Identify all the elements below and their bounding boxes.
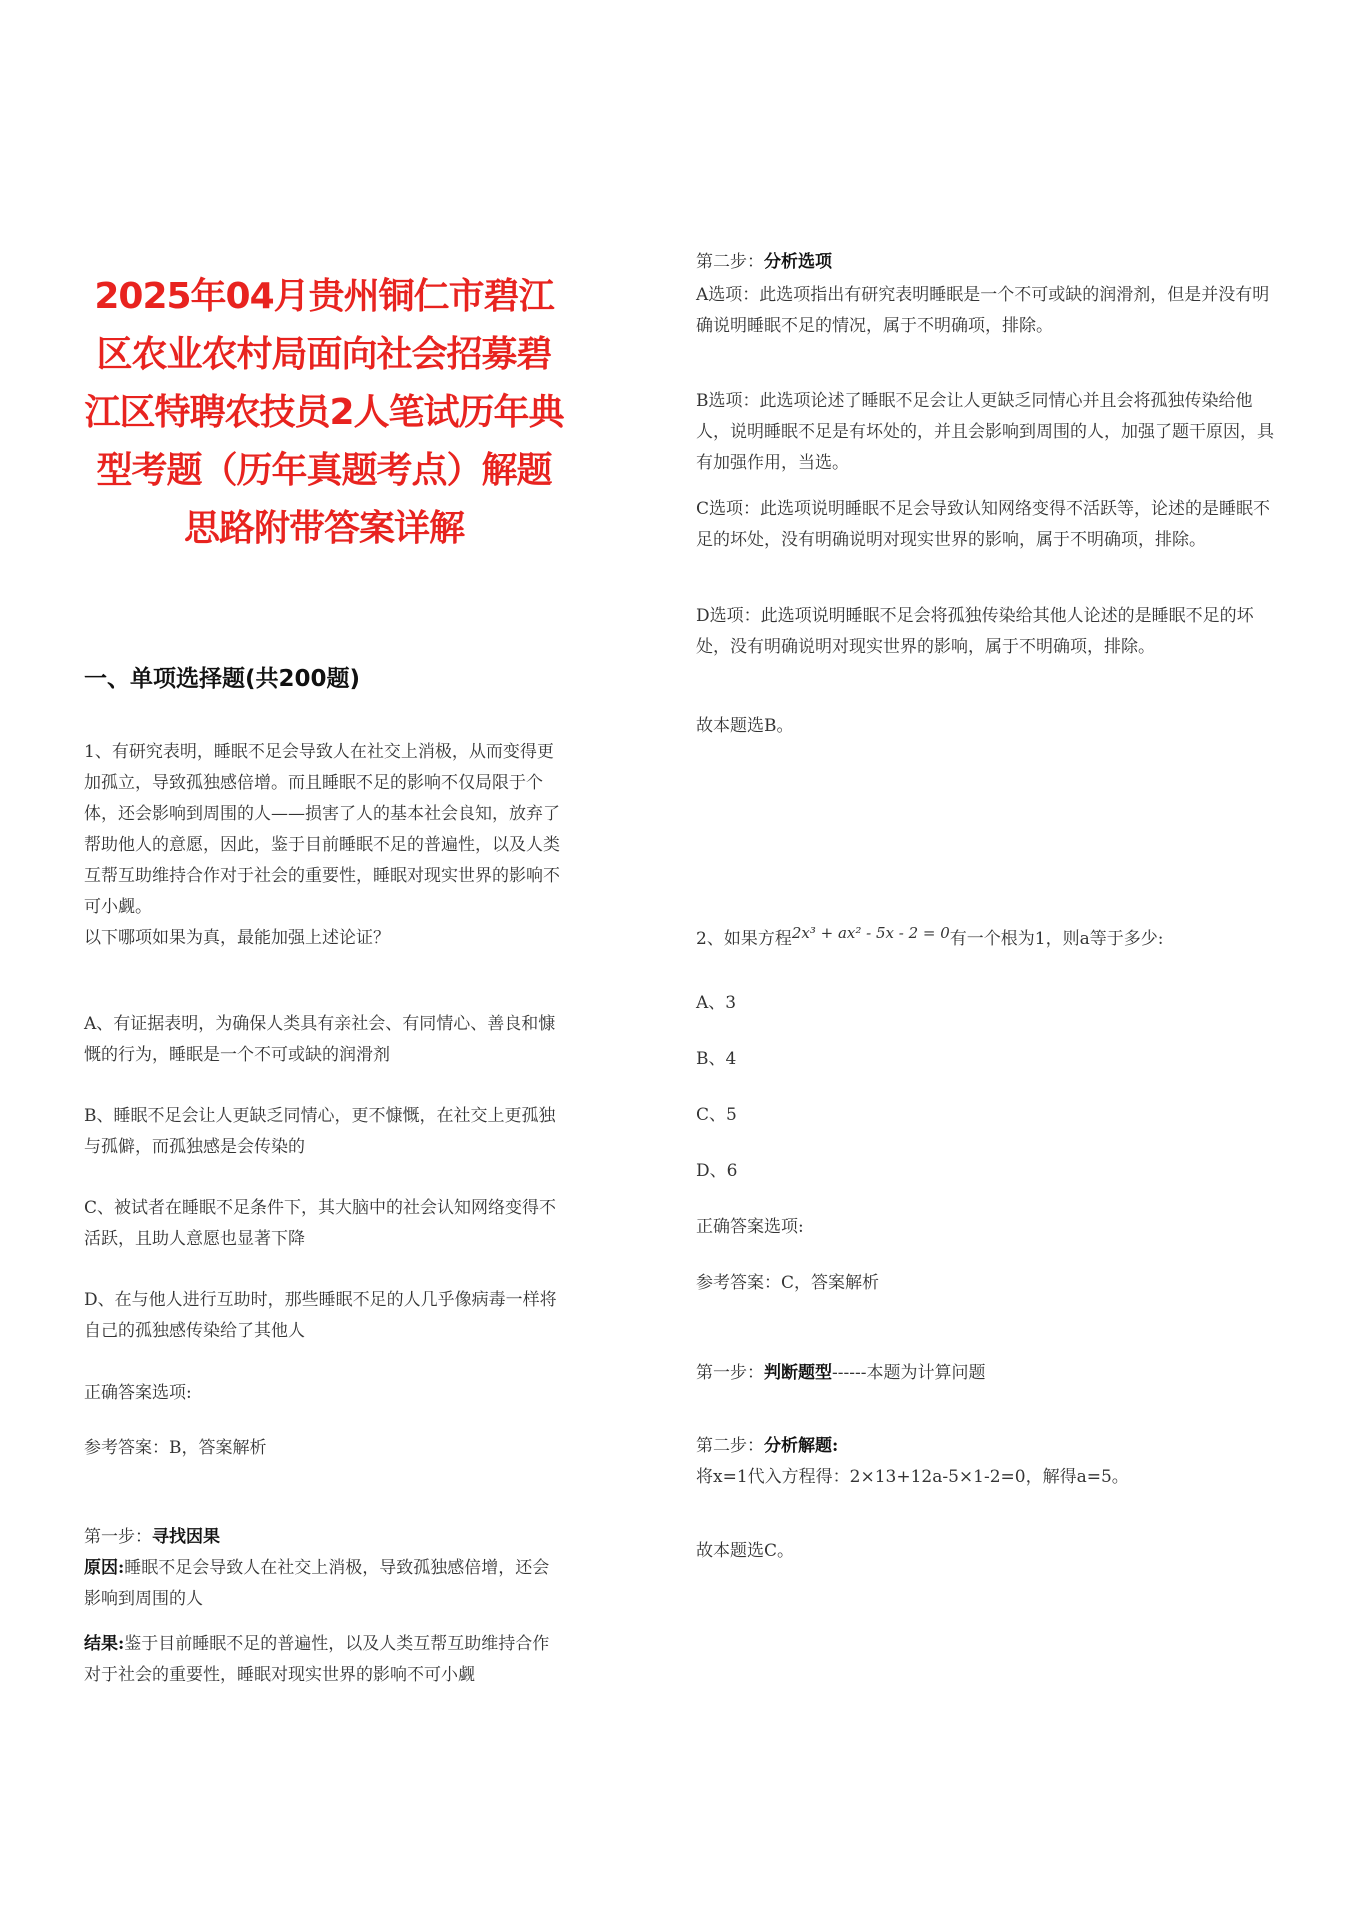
q2-option-d: D、6 bbox=[696, 1161, 738, 1181]
q1-analysis-a: A选项：此选项指出有研究表明睡眠是一个不可或缺的润滑剂，但是并没有明确说明睡眠不足的情况，属于不明确项，排除。 bbox=[696, 285, 1270, 336]
q2-stem-suffix: 有一个根为1，则a等于多少: bbox=[949, 929, 1164, 949]
q2-conclusion: 故本题选C。 bbox=[696, 1541, 795, 1561]
q2-option-c: C、5 bbox=[696, 1105, 737, 1125]
q1-correct-label: 正确答案选项: bbox=[84, 1383, 192, 1403]
q2-step2-label: 第二步： bbox=[696, 1436, 764, 1456]
q2-correct-label: 正确答案选项: bbox=[696, 1217, 804, 1237]
document-title: 2025年04月贵州铜仁市碧江区农业农村局面向社会招募碧江区特聘农技员2人笔试历年典型考题（历年真题考点）解题思路附带答案详解 bbox=[84, 276, 564, 549]
q1-reference: 参考答案：B，答案解析 bbox=[84, 1438, 267, 1458]
q1-cause bbox=[84, 1553, 564, 1615]
q2-step1-text: ------本题为计算问题 bbox=[832, 1363, 986, 1383]
q2-step2 bbox=[696, 1431, 838, 1462]
q2-stem-prefix: 2、如果方程 bbox=[696, 929, 792, 949]
q1-step2-label: 第二步： bbox=[696, 252, 764, 272]
q1-result bbox=[84, 1629, 564, 1691]
q1-step1-label: 第一步： bbox=[84, 1527, 152, 1547]
q1-option-d: D、在与他人进行互助时，那些睡眠不足的人几乎像病毒一样将自己的孤独感传染给了其他人 bbox=[84, 1290, 557, 1341]
q2-step1 bbox=[696, 1358, 985, 1389]
section-heading: 一、单项选择题(共200题) bbox=[84, 666, 361, 692]
q1-option-b: B、睡眠不足会让人更缺乏同情心，更不慷慨，在社交上更孤独与孤僻，而孤独感是会传染的 bbox=[84, 1106, 556, 1157]
q1-option-c: C、被试者在睡眠不足条件下，其大脑中的社会认知网络变得不活跃，且助人意愿也显著下降 bbox=[84, 1198, 557, 1249]
q2-reference: 参考答案：C，答案解析 bbox=[696, 1273, 880, 1293]
q2-stem bbox=[696, 918, 1286, 955]
q1-cause-text: 睡眠不足会导致人在社交上消极，导致孤独感倍增，还会影响到周围的人 bbox=[84, 1558, 550, 1609]
q2-solution: 将x=1代入方程得：2×13+12a-5×1-2=0，解得a=5。 bbox=[696, 1467, 1129, 1487]
q1-question: 以下哪项如果为真，最能加强上述论证？ bbox=[84, 928, 390, 948]
q2-step1-title: 判断题型 bbox=[764, 1363, 832, 1383]
q1-result-label: 结果: bbox=[84, 1634, 125, 1654]
q2-equation: 2x³ + ax² - 5x - 2 = 0 bbox=[791, 924, 950, 942]
q1-cause-label: 原因: bbox=[84, 1558, 125, 1578]
q2-option-b: B、4 bbox=[696, 1049, 737, 1069]
q1-step2 bbox=[696, 247, 832, 278]
q2-step2-title: 分析解题: bbox=[764, 1436, 839, 1456]
q1-analysis-b: B选项：此选项论述了睡眠不足会让人更缺乏同情心并且会将孤独传染给他人，说明睡眠不足是有坏处的，并且会影响到周围的人，加强了题干原因，具有加强作用，当选。 bbox=[696, 391, 1274, 473]
q2-option-a: A、3 bbox=[696, 993, 737, 1013]
q1-step1-title: 寻找因果 bbox=[152, 1527, 220, 1547]
q1-step2-title: 分析选项 bbox=[764, 252, 832, 272]
q1-conclusion: 故本题选B。 bbox=[696, 716, 794, 736]
q1-option-a: A、有证据表明，为确保人类具有亲社会、有同情心、善良和慷慨的行为，睡眠是一个不可或缺的润滑剂 bbox=[84, 1014, 556, 1065]
q1-analysis-c: C选项：此选项说明睡眠不足会导致认知网络变得不活跃等，论述的是睡眠不足的坏处，没有明确说明对现实世界的影响，属于不明确项，排除。 bbox=[696, 499, 1271, 550]
q1-result-text: 鉴于目前睡眠不足的普遍性，以及人类互帮互助维持合作对于社会的重要性，睡眠对现实世界的影响不可小觑 bbox=[84, 1634, 550, 1685]
q2-step1-label: 第一步： bbox=[696, 1363, 764, 1383]
q1-step1 bbox=[84, 1522, 220, 1553]
q1-analysis-d: D选项：此选项说明睡眠不足会将孤独传染给其他人论述的是睡眠不足的坏处，没有明确说明对现实世界的影响，属于不明确项，排除。 bbox=[696, 606, 1254, 657]
q1-stem: 1、有研究表明，睡眠不足会导致人在社交上消极，从而变得更加孤立，导致孤独感倍增。而且睡眠不足的影响不仅局限于个体，还会影响到周围的人——损害了人的基本社会良知，放弃了帮助他人的意愿，因此，鉴于目前睡眠不足的普遍性，以及人类互帮互助维持合作对于社会的重要性，睡眠对现实世界的影响不可小觑。 bbox=[84, 742, 560, 917]
